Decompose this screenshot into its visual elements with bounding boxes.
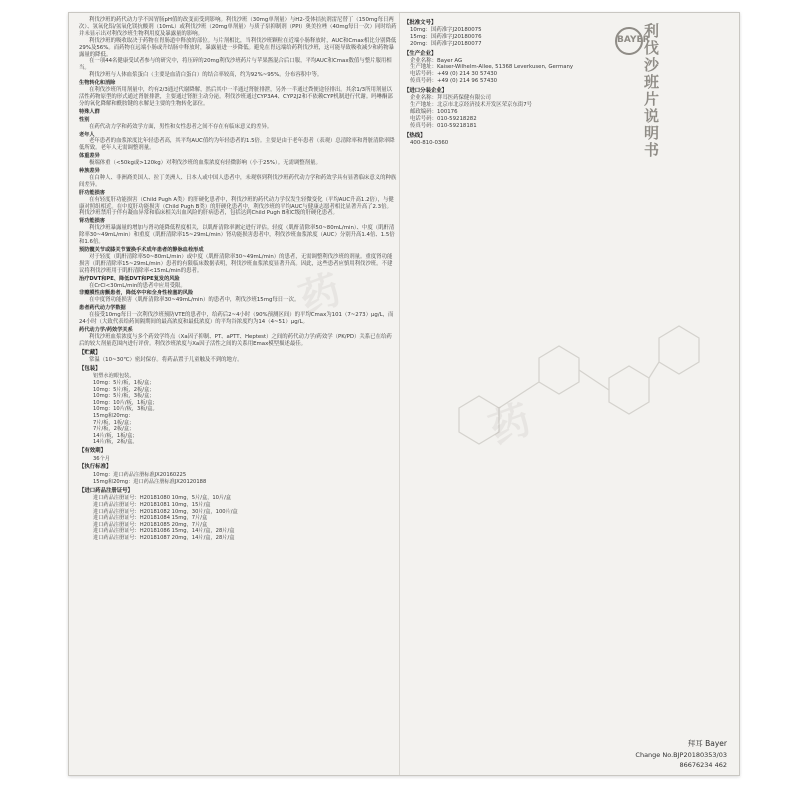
import-company-row: 企业名称：拜耳医药保健有限公司	[410, 95, 491, 102]
paragraph: 利伐沙班的吸收取决于药物在胃肠道中释放的部位。与片剂相比，当利伐沙班颗粒在近端小肠释放时，AUC和Cmax相比分别降低29%及56%。而药物在远端小肠或升结肠中释放时，暴露量进一步降低。避免在胃远端给药利伐沙班，这可能导致吸收减少和药物暴露量的降低。	[79, 37, 397, 58]
section-heading: 体重差异	[79, 153, 100, 160]
validity-text: 36个月	[93, 455, 110, 462]
company-row: 生产地址：Kaiser-Wilhelm-Allee, 51368 Leverkusen, Germany	[410, 64, 574, 71]
package-line: 铝塑水泡眼包装。	[93, 373, 135, 380]
package-line: 10mg：5片/板，3板/盒；	[93, 393, 155, 400]
section-heading: 预防髋关节或膝关节置换手术成年患者的静脉血栓形成	[79, 247, 204, 253]
section-heading: 治疗DVT和PE、降低DVT和PE复发的风险	[79, 275, 180, 282]
section-heading: 种族差异	[79, 168, 100, 175]
section-text: 在中度肾功能损害（肌酐清除率30~49mL/min）的患者中，利伐沙班15mg每日一次。	[89, 297, 300, 304]
import-company-row: 生产地址：北京市北京经济技术开发区荣京东街7号	[410, 101, 533, 108]
print-code: 86676234 462	[679, 761, 727, 769]
brand-en: Bayer	[705, 739, 727, 748]
section-heading: 特殊人群	[79, 108, 100, 115]
approval-row: 10mg：国药准字J20180075	[410, 26, 482, 33]
validity-heading: 【有效期】	[79, 447, 106, 454]
standard-list	[93, 472, 397, 485]
package-line: 10mg：5片/板，1板/盒；	[93, 380, 155, 386]
company-heading: 【生产企业】	[404, 50, 437, 57]
company-row: 企业名称：Bayer AG	[410, 57, 463, 64]
watermark-stamp: 药	[483, 396, 537, 454]
section-text: 利伐沙班暴露量的增加与肾功能降低程度相关，以肌酐清除率测定进行评估。轻度（肌酐清除率50~80mL/min）、中度（肌酐清除率30~49mL/min）和重度（肌酐清除率15~29mL/min）肾功能损害患者中，利伐沙班血浆浓度（AUC）分别升高1.4倍、1.5倍和1.6倍。	[79, 225, 395, 246]
import-line: 进口药品注册证号：H20181081 10mg，15片/盒	[93, 502, 211, 509]
import-line: 进口药品注册证号：H20181086 15mg，14片/盒，28片/盒	[93, 528, 235, 535]
standard-line: 10mg：进口药品注册标准JX20160225	[93, 472, 187, 479]
approval-row: 15mg：国药准字J20180076	[410, 33, 482, 40]
section-text: 在CrCl<30mL/min的患者中应用受限。	[89, 282, 186, 289]
section-heading: 性别	[79, 116, 90, 123]
brand-cn: 拜耳	[687, 739, 703, 748]
import-line: 进口药品注册证号：H20181080 10mg，5片/盒，10片/盒	[93, 495, 232, 502]
change-number: Change No.BJP20180353/03	[635, 751, 727, 759]
section-heading: 药代动力学/药效学关系	[79, 326, 133, 333]
import-line: 进口药品注册证号：H20181082 10mg，30片/盒，100片/盒	[93, 508, 238, 515]
column-divider	[399, 13, 400, 775]
approval-row: 20mg：国药准字J20180077	[410, 40, 482, 47]
package-line: 7片/板，1板/盒；	[93, 419, 135, 426]
import-line: 进口药品注册证号：H20181084 15mg，7片/盒	[93, 515, 208, 522]
hotline-number: 400-810-0360	[410, 139, 449, 146]
section-heading: 非瓣膜性房颤患者，降低卒中和全身性栓塞的风险	[79, 290, 194, 297]
paragraph: 利伐沙班的药代动力学不因胃肠pH值的改变而受到影响。利伐沙班（30mg单剂量）与H2-受体拮抗剂雷尼替丁（150mg每日两次）、氢氧化铝/氢氧化镁抗酸剂（10mL）或利伐沙班（20mg单剂量）与质子泵抑制剂（PPI）奥美拉唑（40mg每日一次）同时给药并未显示出对利伐沙班生物利用度及暴露量的影响。	[79, 17, 397, 37]
company-row: 传真号码：+49 (0) 214 96 57430	[410, 78, 498, 85]
section-text: 对于轻度（肌酐清除率50~80mL/min）或中度（肌酐清除率30~49mL/min）的患者，无需调整利伐沙班的剂量。重度肾功能损害（肌酐清除率15~29mL/min）患者的有限临床数据表明，利伐沙班血浆浓度显著升高。因此，这些患者应慎用利伐沙班。不建议将利伐沙班用于肌酐清除率<15mL/min的患者。	[79, 253, 393, 274]
paragraph: 利伐沙班与人体血浆蛋白（主要是血清白蛋白）的结合率较高，约为92%~95%。分布容积中等。	[89, 72, 323, 79]
import-line: 进口药品注册证号：H20181087 20mg，14片/盒，28片/盒	[93, 535, 235, 541]
import-company-row: 传真号码：010-59218181	[410, 122, 477, 129]
section-text: 在药代动力学和药效学方面，男性和女性患者之间不存在有临床意义的差异。	[89, 123, 273, 130]
section-heading: 老年人	[79, 131, 95, 138]
package-line: 7片/板，2板/盒；	[93, 426, 135, 433]
document-title: 利伐沙班片说明书	[642, 23, 660, 159]
import-line: 进口药品注册证号：H20181085 20mg，7片/盒	[93, 521, 208, 528]
watermark-stamp: 药	[293, 266, 347, 324]
chemical-structure-illustration	[419, 108, 719, 668]
section-heading: 患者药代动力学数据	[79, 305, 126, 312]
package-line: 10mg：10片/板，1板/盒；	[93, 399, 158, 406]
import-company-row: 电话号码：010-59218282	[410, 115, 477, 122]
left-column	[79, 17, 397, 542]
import-company-heading: 【进口分装企业】	[404, 88, 448, 95]
section-text: 在有轻度肝功能损害（Child Pugh A类）的肝硬化患者中，利伐沙班的药代动力学仅发生轻微变化（平均AUC升高1.2倍），与健康对照组相近。在中度肝功能损害（Child Pugh B类）的肝硬化患者中，利伐沙班的平均AUC与健康志愿者相比显著升高了2.3倍。利伐沙班禁用于伴有凝血异常和临床相关出血风险的肝病患者，包括达到Child Pugh B和C级的肝硬化患者。	[79, 196, 394, 217]
import-company-row: 邮政编码：100176	[410, 108, 458, 115]
standard-line: 15mg和20mg：进口药品注册标准JX20120188	[93, 478, 207, 485]
standard-heading: 【执行标准】	[79, 464, 112, 471]
package-line: 10mg：10片/板，3板/盒。	[93, 406, 158, 413]
section-text: 在利伐沙班所用剂量中，约有2/3通过代谢降解，然后其中一半通过肾脏排泄，另外一半通过粪便途径排出。其余1/3所用剂量以活性药物原型的形式通过肾脏排泄，主要通过肾脏主动分泌。利伐沙班通过CYP3A4、CYP2J2和不依赖CYP机制进行代谢。吗啉酮部分的氧化降解和酰胺键的水解是主要的生物转化部位。	[79, 87, 393, 107]
package-list	[93, 373, 397, 446]
package-insert-sheet	[68, 12, 740, 776]
company-row: 电话号码：+49 (0) 214 30 57430	[410, 71, 498, 78]
bayer-cross-logo: BAYER	[615, 27, 643, 55]
section-text: 老年患者的血浆浓度比年轻患者高，其平均AUC值约为年轻患者的1.5倍。主要是由于老年患者（表观）总清除率和肾脏清除率降低所致。老年人无需调整剂量。	[79, 138, 395, 152]
package-line: 10mg：5片/板，2板/盒；	[93, 386, 155, 393]
brand-footer	[688, 738, 727, 749]
hotline-heading: 【热线】	[404, 132, 426, 139]
section-text: 在接受10mg每日一次利伐沙班预防VTE的患者中，给药后2~4小时（90%预测区间）的平均Cmax为101（7~273）μg/L，而24小时（大致代表给药间隔期间的最高浓度和最低浓度）的平均谷浓度约为14（4~51）μg/L。	[79, 312, 394, 326]
section-heading: 生物转化和消除	[79, 80, 116, 87]
storage-text: 常温（10~30℃）密封保存。将药品置于儿童触及不到的地方。	[89, 356, 243, 363]
section-text: 在白种人、非洲裔美国人、拉丁美洲人、日本人或中国人患者中，未观察到利伐沙班药代动力学和药效学具有显著临床意义的种族间差异。	[79, 174, 397, 188]
package-line: 14片/板，1板/盒；	[93, 432, 138, 439]
section-heading: 肾功能损害	[79, 218, 105, 225]
package-heading: 【包装】	[79, 365, 101, 372]
paragraph: 在一项44名健康受试者参与的研究中，将压碎的20mg利伐沙班药片与苹果酱混合后口服，平均AUC和Cmax数值与整片服用相当。	[79, 58, 392, 72]
section-text: 利伐沙班血浆浓度与多个药效学终点（Xa因子抑制、PT、aPTT、Heptest）之间的药代动力学/药效学（PK/PD）关系已在给药后的较大剂量范围内进行评价。利伐沙班浓度与Xa因子活性之间的关系用Emax模型描述最佳。	[79, 333, 392, 347]
section-heading: 肝功能损害	[79, 189, 105, 196]
storage-heading: 【贮藏】	[79, 349, 101, 356]
approval-heading: 【批准文号】	[404, 20, 437, 26]
package-line: 15mg和20mg：	[93, 412, 134, 419]
section-text: 极端体重（<50kg或>120kg）对利伐沙班的血浆浓度有轻微影响（小于25%）。无需调整剂量。	[89, 160, 321, 167]
import-registration-list	[93, 495, 397, 541]
import-registration-heading: 【进口药品注册证号】	[79, 487, 133, 494]
package-line: 14片/板，2板/盒。	[93, 439, 138, 446]
